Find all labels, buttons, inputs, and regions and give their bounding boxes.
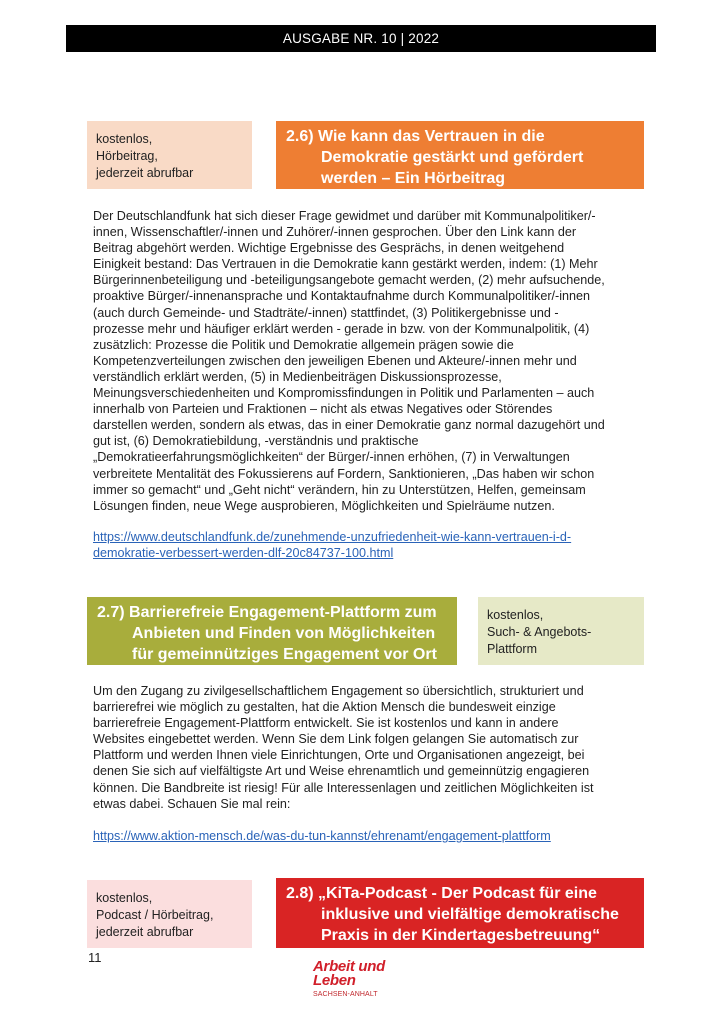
body-line: (auch durch Gemeinde- und Stadträte/-innen) stattfindet, (3) Politikergebnisse und - [93,305,559,320]
section-title-line: 2.6) Wie kann das Vertrauen in die [286,128,545,145]
section-title-line: Anbieten und Finden von Möglichkeiten [132,625,436,642]
body-line: Plattform und werden Ihnen viele Einrichtungen, Orte und Organisationen angezeigt, bei [93,748,585,763]
body-line: Der Deutschlandfunk hat sich dieser Frage gewidmet und darüber mit Kommunalpolitiker/- [93,209,596,223]
arbeit-und-leben-logo [313,960,385,998]
body-line: Einigkeit bestand: Das Vertrauen in die Demokratie kann gestärkt werden, indem: (1) Mehr [93,257,598,272]
section-title-line: inklusive und vielfältige demokratische [321,906,619,923]
issue-header-bar [66,25,656,52]
logo-line-1: Arbeit und [313,958,385,975]
body-line: Bürgerinnenbeteiligung und -beteiligungsangebote gemacht werden, (2) mehr aufsuchende, [93,273,605,288]
body-line: prozesse mehr und häufiger erklärt werden - gerade in bzw. von der Kommunalpolitik, (4) [93,321,590,336]
section-title-line: Praxis in der Kindertagesbetreuung“ [321,927,601,944]
meta-line: Plattform [487,642,538,656]
section-title-line: 2.8) „KiTa-Podcast - Der Podcast für eine [286,885,597,902]
logo-subtitle: SACHSEN-ANHALT [313,991,378,998]
body-line: innen, Wissenschaftler/-innen und Zuhörer/-innen gesprochen. Über den Link kann der [93,225,577,240]
meta-line: jederzeit abrufbar [96,166,194,180]
body-line: zusätzlich: Prozesse die Politik und Demokratie allgemein prägen sowie die [93,337,514,352]
section-2-8-title-box [276,878,644,948]
body-line: Websites eingebettet werden. Wenn Sie dem Link folgen gelangen Sie automatisch zur [93,732,579,747]
section-2-6-title-box [276,121,644,189]
body-line: Meinungsverschiedenheiten und Kompromissfindungen in Politik und Parlamenten – auch [93,386,595,401]
section-title-line: Demokratie gestärkt und gefördert [321,149,584,166]
page-number: 11 [88,950,102,965]
link-line[interactable]: https://www.deutschlandfunk.de/zunehmende-unzufriedenheit-wie-kann-vertrauen-i-d- [93,530,572,544]
meta-line: Such- & Angebots- [487,625,592,639]
logo-line-2: Leben [313,972,356,989]
body-line: gut ist, (6) Demokratiebildung, -verständnis und praktische [93,434,419,449]
meta-line: kostenlos, [96,132,153,146]
body-line: etwas dabei. Schauen Sie mal rein: [93,796,291,811]
body-line: proaktive Bürger/-innenansprache und Kontaktaufnahme durch Kommunalpolitiker/-innen [93,289,591,304]
section-2-7-body [93,683,643,812]
section-2-6-meta-box [87,121,252,189]
body-line: denen Sie sich auf vielfältigste Art und Weise ehrenamtlich und gemeinnützig engagieren [93,764,590,779]
body-line: „Demokratieerfahrungsmöglichkeiten“ der Bürger/-innen erhöhen, (7) in Verwaltungen [93,450,570,465]
section-title-line: werden – Ein Hörbeitrag [321,170,506,187]
link-line[interactable]: https://www.aktion-mensch.de/was-du-tun-kannst/ehrenamt/engagement-plattform [93,829,551,843]
body-line: barrierefreie Engagement-Plattform entwickelt. Sie ist kostenlos und kann in andere [93,716,559,731]
meta-line: Hörbeitrag, [96,149,158,163]
section-2-7-meta-box [478,597,644,665]
body-line: Beitrag abgehört werden. Wichtige Ergebnisse des Gesprächs, in denen weitgehend [93,241,565,256]
body-line: darstellen werden, sondern als etwas, das in einer Demokratie ganz normal dazugehört und [93,418,605,433]
body-line: Um den Zugang zu zivilgesellschaftlichem Engagement so übersichtlich, strukturiert und [93,684,584,698]
issue-title: AUSGABE NR. 10 | 2022 [282,31,440,46]
section-title-line: für gemeinnütziges Engagement vor Ort [132,646,437,663]
body-line: barrierefrei wie möglich zu gestalten, hat die Aktion Mensch die bundesweit einzige [93,700,556,715]
section-2-8-meta-box [87,880,252,948]
body-line: immer so gemacht“ und „Geht nicht“ verändern, hin zu Unterstützen, Helfen, gemeinsam [93,482,586,497]
body-line: Lösungen finden, neue Wege ausprobieren, Möglichkeiten und Spielräume nutzen. [93,498,555,513]
meta-line: kostenlos, [96,891,153,905]
body-line: können. Die Bandbreite ist riesig! Für alle Interessenlagen und zeitlichen Möglichkeiten ist [93,780,594,795]
deutschlandfunk-link[interactable] [93,529,653,561]
meta-line: jederzeit abrufbar [96,925,194,939]
body-line: innerhalb von Parteien und Fraktionen – nicht als etwas Negatives oder Störendes [93,402,553,417]
section-2-6-body [93,208,643,514]
section-2-7-title-box [87,597,457,665]
body-line: verbreitete Mentalität des Fokussierens auf Fordern, Sanktionieren, „Das haben wir schon [93,466,595,481]
meta-line: Podcast / Hörbeitrag, [96,908,214,922]
section-title-line: 2.7) Barrierefreie Engagement-Plattform zum [97,604,437,621]
body-line: verständlich erklärt werden, (5) in Medienbeiträgen Diskussionsprozesse, [93,369,502,384]
body-line: Kompetenzverteilungen zwischen den jeweiligen Ebenen und Akteure/-innen mehr und [93,353,577,368]
aktion-mensch-link[interactable] [93,828,653,844]
meta-line: kostenlos, [487,608,544,622]
link-line[interactable]: demokratie-verbessert-werden-dlf-20c84737-100.html [93,546,394,561]
